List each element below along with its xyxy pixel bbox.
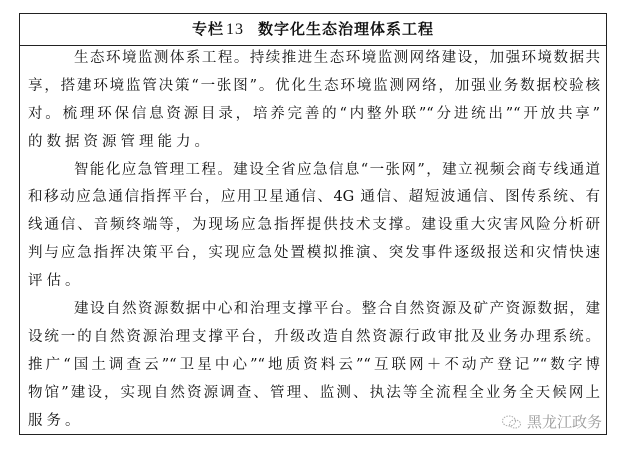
text-line: 对。梳理环保信息资源目录，培养完善的“内整外联”“分进统出”“开放共享” bbox=[28, 105, 600, 122]
title-prefix: 专栏 bbox=[191, 20, 224, 38]
text-line: 推广“国土调查云”“卫星中心”“地质资料云”“互联网＋不动产登记”“数字博 bbox=[28, 356, 600, 373]
box-title bbox=[20, 14, 606, 46]
text-line: 物馆”建设，实现自然资源调查、管理、监测、执法等全流程全业务全天候网上 bbox=[28, 384, 600, 401]
box-body bbox=[28, 45, 600, 435]
paragraph bbox=[28, 157, 600, 296]
feature-box bbox=[19, 13, 607, 435]
text-line: 设统一的自然资源治理支撑平台，升级改造自然资源行政审批及业务办理系统。 bbox=[28, 328, 600, 345]
wechat-icon bbox=[501, 414, 523, 430]
text-line: 判与应急指挥决策平台，实现应急处置模拟推演、突发事件逐级报送和灾情快速 bbox=[28, 245, 600, 262]
watermark-text: 黑龙江政务 bbox=[526, 413, 602, 431]
title-number: 13 bbox=[226, 21, 244, 38]
watermark bbox=[501, 411, 602, 432]
text-line: 智能化应急管理工程。建设全省应急信息“一张网”，建立视频会商专线通道 bbox=[74, 161, 600, 178]
text-line: 服务。 bbox=[28, 412, 84, 429]
text-line: 和移动应急通信指挥平台，应用卫星通信、4G 通信、超短波通信、图传系统、有 bbox=[28, 189, 600, 206]
text-line: 享，搭建环境监管决策“一张图”。优化生态环境监测网络，加强业务数据校验核 bbox=[28, 77, 600, 94]
text-line: 生态环境监测体系工程。持续推进生态环境监测网络建设，加强环境数据共 bbox=[74, 50, 600, 66]
text-line: 评估。 bbox=[28, 273, 84, 290]
text-line: 的数据资源管理能力。 bbox=[28, 133, 213, 150]
text-line: 建设自然资源数据中心和治理支撑平台。整合自然资源及矿产资源数据，建 bbox=[74, 301, 600, 318]
text-line: 线通信、音频终端等，为现场应急指挥提供技术支撑。建设重大灾害风险分析研 bbox=[28, 217, 600, 234]
title-text: 数字化生态治理体系工程 bbox=[258, 20, 435, 38]
paragraph bbox=[28, 45, 600, 157]
